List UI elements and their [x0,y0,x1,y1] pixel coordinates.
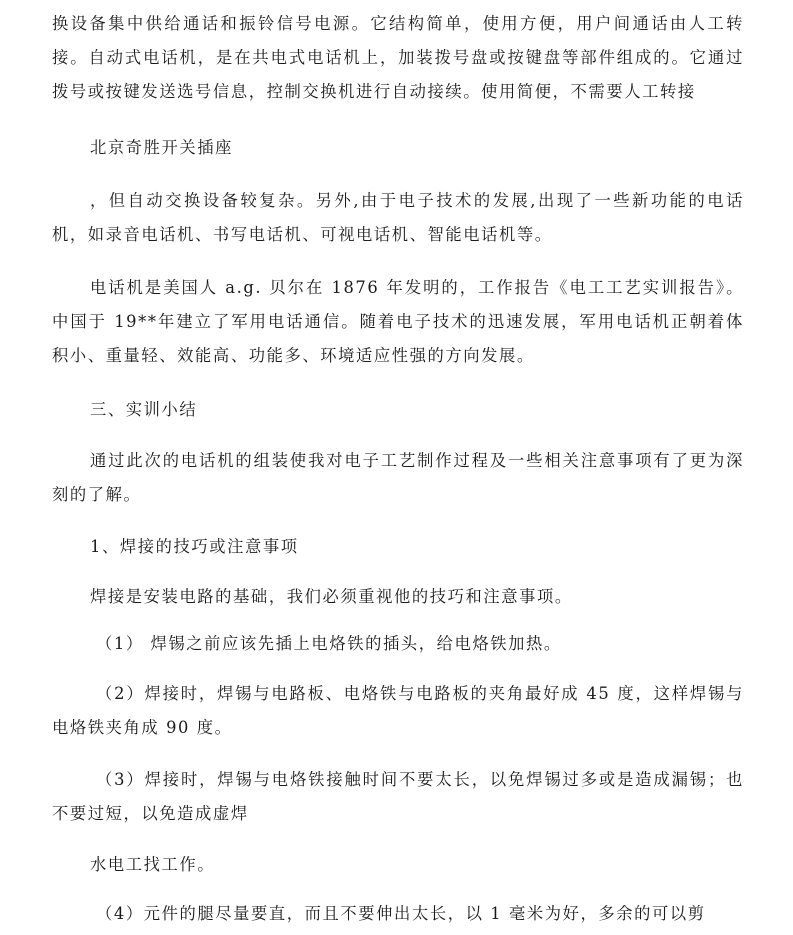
list-item-1: （1） 焊锡之前应该先插上电烙铁的插头，给电烙铁加热。 [96,634,562,653]
paragraph-job-line: 水电工找工作。 [90,855,216,874]
section-heading-summary: 三、实训小结 [90,400,198,419]
paragraph-new-functions: ，但自动交换设备较复杂。另外,由于电子技术的发展,出现了一些新功能的电话机，如录音电话机、书写电话机、可视电话机、智能电话机等。 [52,191,744,244]
list-item-2: （2）焊接时，焊锡与电路板、电烙铁与电路板的夹角最好成 45 度，这样焊锡与电烙铁夹角成 90 度。 [52,684,744,737]
paragraph-intro-continued: 换设备集中供给通话和振铃信号电源。它结构简单，使用方便，用户间通话由人工转接。自动式电话机，是在共电式电话机上，加装拨号盘或按键盘等部件组成的。它通过拨号或按键发送选号信息，控制交换机进行自动接续。使用简便，不需要人工转接 [52,14,744,101]
paragraph-brand-line: 北京奇胜开关插座 [90,138,234,157]
list-item-4: （4）元件的腿尽量要直，而且不要伸出太长，以 1 毫米为好，多余的可以剪 [96,904,706,923]
paragraph-soldering-basics: 焊接是安装电路的基础，我们必须重视他的技巧和注意事项。 [90,587,573,606]
list-item-3: （3）焊接时，焊锡与电烙铁接触时间不要太长，以免焊锡过多或是造成漏锡；也不要过短，以免造成虚焊 [52,770,744,823]
paragraph-summary-intro: 通过此次的电话机的组装使我对电子工艺制作过程及一些相关注意事项有了更为深刻的了解。 [52,451,744,504]
paragraph-history: 电话机是美国人 a.g. 贝尔在 1876 年发明的，工作报告《电工工艺实训报告》。中国于 19**年建立了军用电话通信。随着电子技术的迅速发展，军用电话机正朝着体积小、重量轻、效能高、功能多、环境适应性强的方向发展。 [52,278,744,365]
subheading-soldering: 1、焊接的技巧或注意事项 [90,537,299,556]
